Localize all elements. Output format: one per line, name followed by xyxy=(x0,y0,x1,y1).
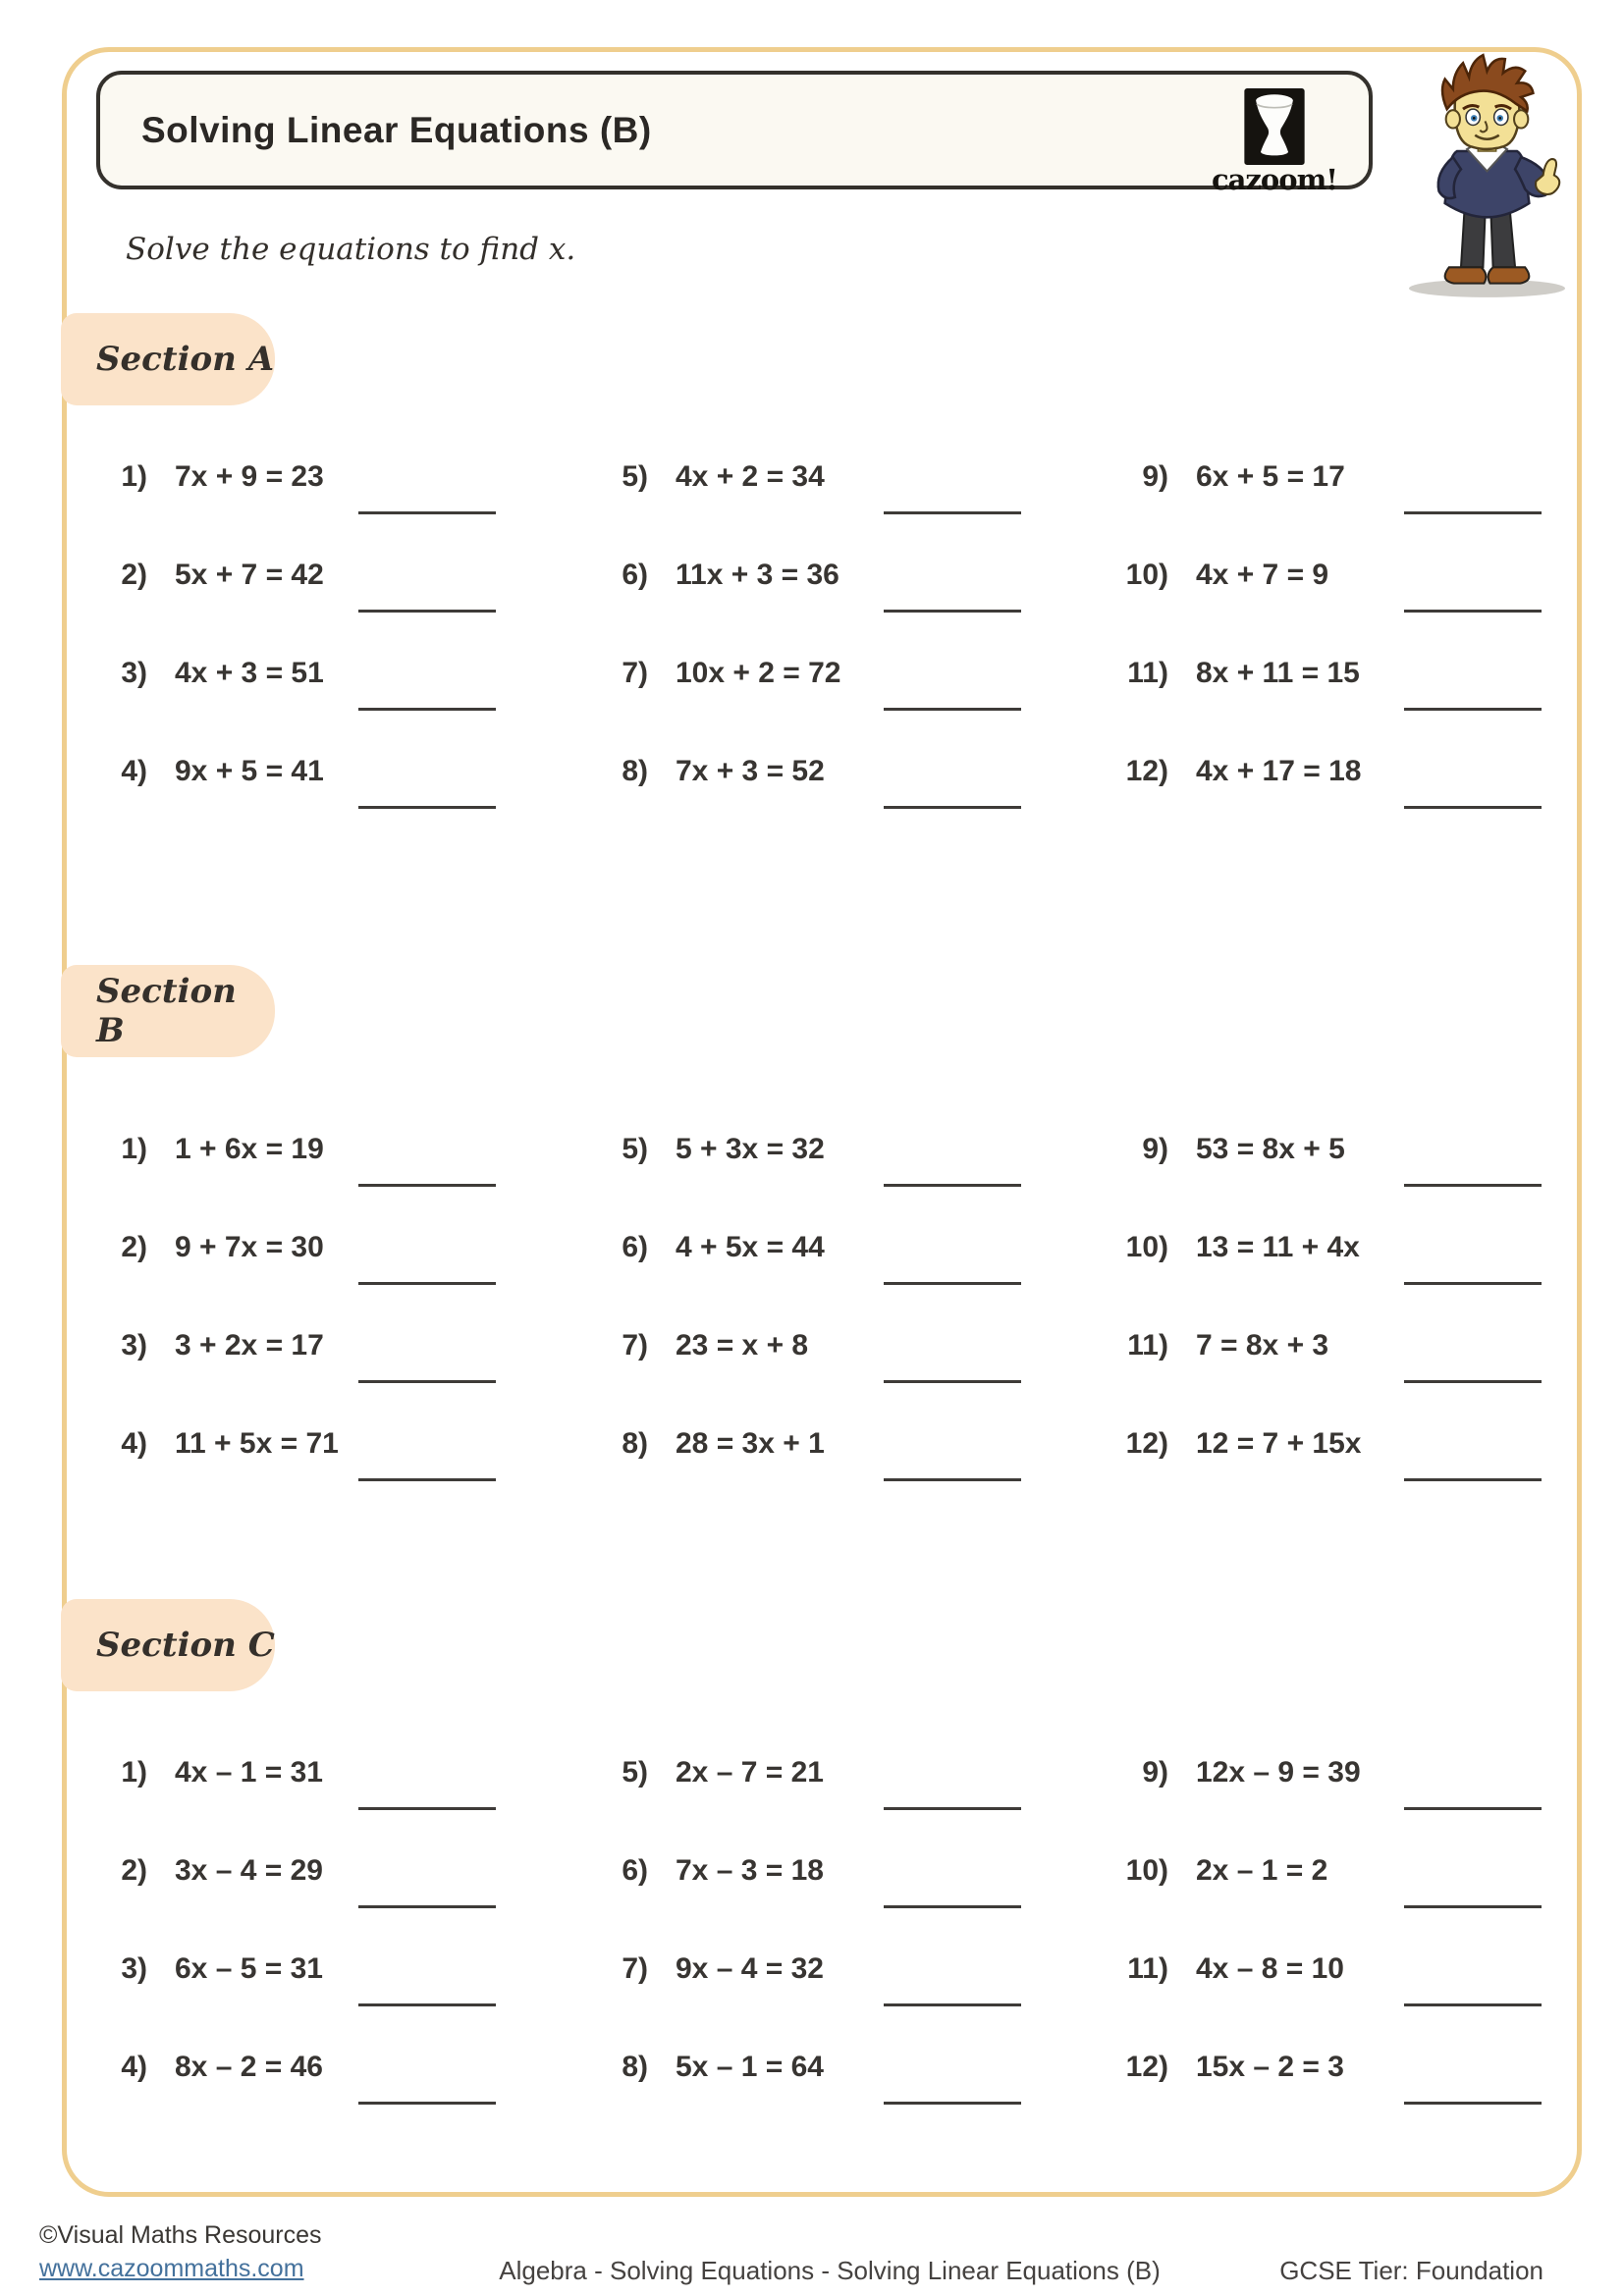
problem xyxy=(98,1315,599,1414)
problem xyxy=(98,1217,599,1315)
answer-line[interactable] xyxy=(1404,1478,1542,1481)
problem xyxy=(98,1414,599,1512)
problem xyxy=(98,643,599,741)
problem-number: 3) xyxy=(121,1329,147,1362)
answer-line[interactable] xyxy=(884,1807,1021,1810)
problem xyxy=(1119,447,1542,545)
problems-grid xyxy=(98,447,1542,839)
problem-number: 3) xyxy=(121,657,147,689)
problem-number: 8) xyxy=(622,1427,648,1460)
answer-line[interactable] xyxy=(1404,1380,1542,1383)
problem-number: 4) xyxy=(121,755,147,787)
problem-equation: 8x + 11 = 15 xyxy=(1196,657,1360,689)
problem-number: 6) xyxy=(622,559,648,591)
problem xyxy=(599,1742,1119,1841)
answer-line[interactable] xyxy=(1404,1807,1542,1810)
problem-equation: 5x + 7 = 42 xyxy=(175,559,324,591)
problem-number: 6) xyxy=(622,1854,648,1887)
problem xyxy=(599,545,1119,643)
problem-number: 12) xyxy=(1125,2051,1168,2083)
problem-number: 8) xyxy=(622,2051,648,2083)
problem-equation: 6x – 5 = 31 xyxy=(175,1952,323,1985)
problem-equation: 12 = 7 + 15x xyxy=(1196,1427,1362,1460)
answer-line[interactable] xyxy=(358,1380,496,1383)
problem-equation: 2x – 7 = 21 xyxy=(676,1756,824,1789)
problem-number: 2) xyxy=(121,1854,147,1887)
answer-line[interactable] xyxy=(358,1282,496,1285)
problem-equation: 9x – 4 = 32 xyxy=(676,1952,824,1985)
problem-number: 10) xyxy=(1125,1854,1168,1887)
problem-number: 9) xyxy=(1142,1756,1168,1789)
problem-number: 10) xyxy=(1125,559,1168,591)
answer-line[interactable] xyxy=(1404,1184,1542,1187)
problem-equation: 7x + 3 = 52 xyxy=(676,755,825,787)
problem-number: 5) xyxy=(622,460,648,493)
problem-equation: 7 = 8x + 3 xyxy=(1196,1329,1329,1362)
problem-number: 12) xyxy=(1125,755,1168,787)
problem-number: 11) xyxy=(1127,1329,1168,1362)
problem-equation: 3x – 4 = 29 xyxy=(175,1854,323,1887)
problem xyxy=(98,447,599,545)
problem xyxy=(1119,545,1542,643)
problem-equation: 13 = 11 + 4x xyxy=(1196,1231,1360,1263)
mascot-character xyxy=(1386,51,1588,301)
answer-line[interactable] xyxy=(358,2003,496,2006)
problem-number: 7) xyxy=(622,1329,648,1362)
problem xyxy=(599,1315,1119,1414)
footer-tier-label: GCSE Tier: Foundation xyxy=(1279,2256,1543,2285)
problem-number: 4) xyxy=(121,2051,147,2083)
footer-breadcrumb: Algebra - Solving Equations - Solving Linear Equations (B) xyxy=(499,2256,1161,2285)
answer-line[interactable] xyxy=(1404,1905,1542,1908)
problem-equation: 28 = 3x + 1 xyxy=(676,1427,825,1460)
problem-equation: 9x + 5 = 41 xyxy=(175,755,324,787)
problem-number: 5) xyxy=(622,1133,648,1165)
problem-number: 11) xyxy=(1127,657,1168,689)
problem-number: 4) xyxy=(121,1427,147,1460)
problem-equation: 1 + 6x = 19 xyxy=(175,1133,324,1165)
problem-equation: 4x – 1 = 31 xyxy=(175,1756,323,1789)
problem-equation: 4x + 17 = 18 xyxy=(1196,755,1362,787)
problem xyxy=(98,2037,599,2135)
answer-line[interactable] xyxy=(1404,2102,1542,2105)
problem xyxy=(599,1414,1119,1512)
problem-number: 12) xyxy=(1125,1427,1168,1460)
answer-line[interactable] xyxy=(358,1905,496,1908)
problem-number: 3) xyxy=(121,1952,147,1985)
answer-line[interactable] xyxy=(884,1184,1021,1187)
problem-number: 9) xyxy=(1142,1133,1168,1165)
problem-number: 11) xyxy=(1127,1952,1168,1985)
section-label-a: Section A xyxy=(61,313,275,405)
problem-equation: 7x + 9 = 23 xyxy=(175,460,324,493)
answer-line[interactable] xyxy=(884,2003,1021,2006)
page-title: Solving Linear Equations (B) xyxy=(141,109,652,150)
problem-equation: 6x + 5 = 17 xyxy=(1196,460,1345,493)
answer-line[interactable] xyxy=(1404,2003,1542,2006)
problem xyxy=(1119,643,1542,741)
problem-equation: 11 + 5x = 71 xyxy=(175,1427,339,1460)
answer-line[interactable] xyxy=(884,1282,1021,1285)
answer-line[interactable] xyxy=(358,511,496,514)
problem-equation: 5x – 1 = 64 xyxy=(676,2051,824,2083)
problem-number: 7) xyxy=(622,657,648,689)
problem-equation: 9 + 7x = 30 xyxy=(175,1231,324,1263)
answer-line[interactable] xyxy=(1404,511,1542,514)
answer-line[interactable] xyxy=(1404,1282,1542,1285)
problem-number: 9) xyxy=(1142,460,1168,493)
answer-line[interactable] xyxy=(1404,806,1542,809)
answer-line[interactable] xyxy=(884,1905,1021,1908)
cazoom-logo xyxy=(1212,88,1337,196)
answer-line[interactable] xyxy=(1404,610,1542,613)
answer-line[interactable] xyxy=(884,806,1021,809)
problem xyxy=(98,1939,599,2037)
answer-line[interactable] xyxy=(358,610,496,613)
problem-equation: 23 = x + 8 xyxy=(676,1329,809,1362)
problem-equation: 4x + 7 = 9 xyxy=(1196,559,1329,591)
instruction-text: Solve the equations to find x. xyxy=(126,232,576,267)
problem-number: 1) xyxy=(121,460,147,493)
problem-equation: 4x + 3 = 51 xyxy=(175,657,324,689)
answer-line[interactable] xyxy=(358,1184,496,1187)
problem xyxy=(1119,1315,1542,1414)
problem xyxy=(1119,1119,1542,1217)
problem-equation: 11x + 3 = 36 xyxy=(676,559,839,591)
problem-number: 7) xyxy=(622,1952,648,1985)
problem xyxy=(1119,1414,1542,1512)
problem-equation: 8x – 2 = 46 xyxy=(175,2051,323,2083)
problem-number: 1) xyxy=(121,1133,147,1165)
problem xyxy=(599,2037,1119,2135)
answer-line[interactable] xyxy=(884,2102,1021,2105)
problem-equation: 53 = 8x + 5 xyxy=(1196,1133,1345,1165)
problem-equation: 10x + 2 = 72 xyxy=(676,657,841,689)
problem-equation: 7x – 3 = 18 xyxy=(676,1854,824,1887)
problem xyxy=(599,1939,1119,2037)
problems-grid xyxy=(98,1119,1542,1512)
problem-equation: 15x – 2 = 3 xyxy=(1196,2051,1344,2083)
answer-line[interactable] xyxy=(884,511,1021,514)
problem-number: 8) xyxy=(622,755,648,787)
problem-equation: 12x – 9 = 39 xyxy=(1196,1756,1361,1789)
problem-number: 2) xyxy=(121,559,147,591)
problem xyxy=(599,1217,1119,1315)
problem xyxy=(98,1119,599,1217)
problem xyxy=(599,741,1119,839)
problem xyxy=(98,1742,599,1841)
footer-copyright: ©Visual Maths Resources xyxy=(39,2221,322,2249)
answer-line[interactable] xyxy=(358,1478,496,1481)
problem xyxy=(98,1841,599,1939)
problem xyxy=(599,447,1119,545)
problem xyxy=(599,1119,1119,1217)
title-box xyxy=(96,71,1373,196)
problem xyxy=(1119,1742,1542,1841)
problem-number: 6) xyxy=(622,1231,648,1263)
answer-line[interactable] xyxy=(358,806,496,809)
problem-number: 10) xyxy=(1125,1231,1168,1263)
problem-equation: 4x – 8 = 10 xyxy=(1196,1952,1344,1985)
problem xyxy=(1119,1841,1542,1939)
cazoom-logo-text: cazoom! xyxy=(1211,163,1337,196)
problem xyxy=(599,643,1119,741)
djembe-drum-icon xyxy=(1240,88,1309,165)
problem xyxy=(1119,1939,1542,2037)
problem xyxy=(1119,1217,1542,1315)
problems-grid xyxy=(98,1742,1542,2135)
mascot-shadow xyxy=(1409,280,1565,297)
answer-line[interactable] xyxy=(358,708,496,711)
section-label-c: Section C xyxy=(61,1599,275,1691)
footer-website-link[interactable]: www.cazoommaths.com xyxy=(39,2255,304,2282)
problem xyxy=(1119,2037,1542,2135)
problem-equation: 4 + 5x = 44 xyxy=(676,1231,825,1263)
problem-equation: 2x – 1 = 2 xyxy=(1196,1854,1328,1887)
problem xyxy=(98,545,599,643)
answer-line[interactable] xyxy=(358,1807,496,1810)
problem-number: 2) xyxy=(121,1231,147,1263)
answer-line[interactable] xyxy=(1404,708,1542,711)
problem-equation: 4x + 2 = 34 xyxy=(676,460,825,493)
section-label-b: Section B xyxy=(61,965,275,1057)
problem-equation: 3 + 2x = 17 xyxy=(175,1329,324,1362)
problem-number: 1) xyxy=(121,1756,147,1789)
answer-line[interactable] xyxy=(884,1478,1021,1481)
problem xyxy=(1119,741,1542,839)
problem xyxy=(98,741,599,839)
problem-number: 5) xyxy=(622,1756,648,1789)
problem xyxy=(599,1841,1119,1939)
answer-line[interactable] xyxy=(358,2102,496,2105)
answer-line[interactable] xyxy=(884,708,1021,711)
problem-equation: 5 + 3x = 32 xyxy=(676,1133,825,1165)
answer-line[interactable] xyxy=(884,610,1021,613)
answer-line[interactable] xyxy=(884,1380,1021,1383)
